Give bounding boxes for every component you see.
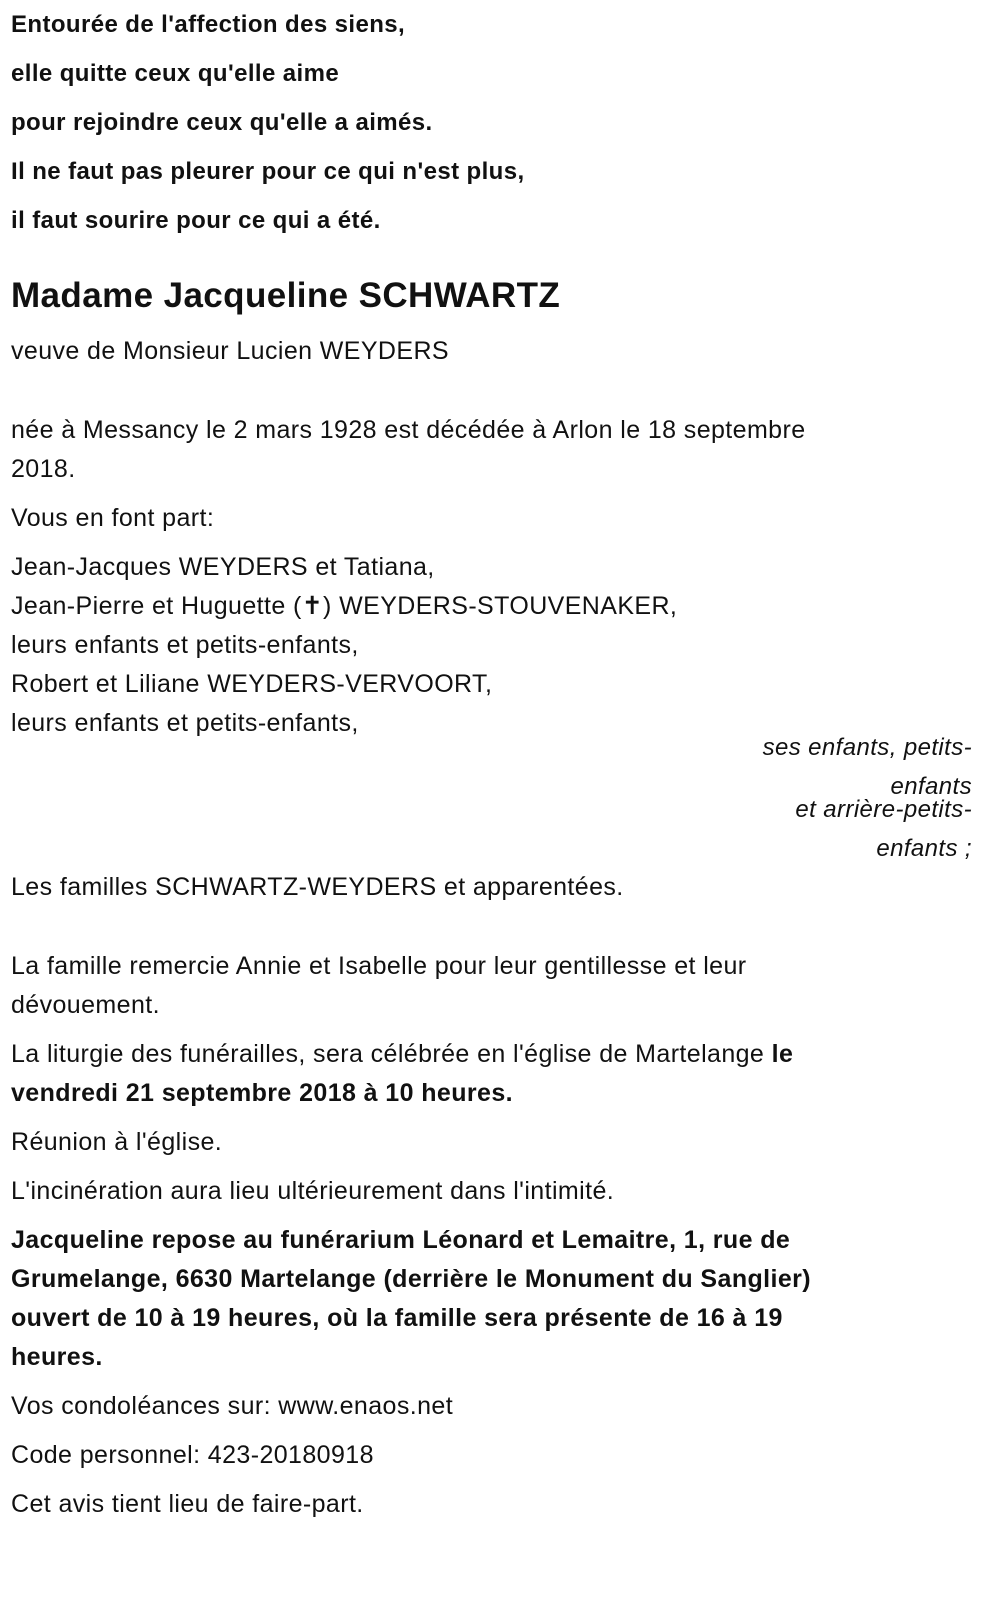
notice: Cet avis tient lieu de faire-part. [11, 1490, 364, 1518]
family-member: Robert et Liliane WEYDERS-VERVOORT, [11, 670, 493, 698]
poem-line: pour rejoindre ceux qu'elle a aimés. [11, 109, 433, 136]
poem-line: Entourée de l'affection des siens, [11, 11, 406, 38]
family-member: Jean-Jacques WEYDERS et Tatiana, [11, 553, 435, 581]
family-member: leurs enfants et petits-enfants, [11, 631, 359, 659]
funeral-home: Jacqueline repose au funérarium Léonard et Lemaitre, 1, rue de Grumelange, 6630 Martelange (derrière le Monument du Sanglier) ouvert de 10 à 19 heures, où la famille sera présente de 16 à 19 heures. [11, 1226, 812, 1371]
poem [11, 0, 976, 245]
birth-death: née à Messancy le 2 mars 1928 est décédée à Arlon le 18 septembre 2018. [11, 416, 806, 483]
family-member: Jean-Pierre et Huguette (✝) WEYDERS-STOUVENAKER, [11, 592, 678, 620]
descendants: ses enfants, petits- enfants et arrière-petits- enfants ; [762, 734, 972, 862]
poem-line: elle quitte ceux qu'elle aime [11, 60, 340, 87]
poem-line: il faut sourire pour ce qui a été. [11, 207, 381, 234]
meeting: Réunion à l'église. [11, 1128, 223, 1156]
widow-of: veuve de Monsieur Lucien WEYDERS [11, 337, 449, 365]
obituary [11, 0, 976, 1534]
announce: Vous en font part: [11, 504, 215, 532]
condolences: Vos condoléances sur: www.enaos.net [11, 1392, 454, 1420]
families: Les familles SCHWARTZ-WEYDERS et apparentées. [11, 873, 624, 901]
cremation: L'incinération aura lieu ultérieurement dans l'intimité. [11, 1177, 615, 1205]
family-list [11, 548, 976, 743]
poem-line: Il ne faut pas pleurer pour ce qui n'est plus, [11, 158, 525, 185]
deceased-name: Madame Jacqueline SCHWARTZ [11, 276, 561, 315]
liturgy: La liturgie des funérailles, sera célébrée en l'église de Martelange le vendredi 21 septembre 2018 à 10 heures. [11, 1040, 794, 1107]
personal-code: Code personnel: 423-20180918 [11, 1441, 374, 1469]
family-member: leurs enfants et petits-enfants, [11, 709, 359, 737]
thanks: La famille remercie Annie et Isabelle pour leur gentillesse et leur dévouement. [11, 952, 747, 1019]
